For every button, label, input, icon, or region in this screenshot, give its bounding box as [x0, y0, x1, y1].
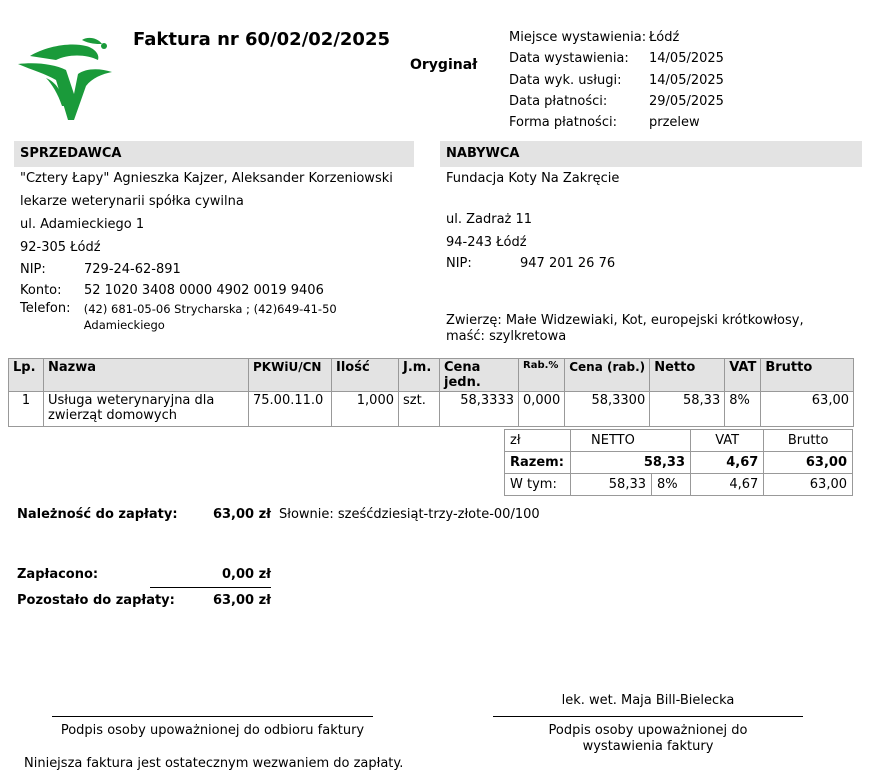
buyer-heading: NABYWCA — [440, 141, 862, 167]
issuer-signature-line — [493, 716, 803, 717]
amount-due-label: Należność do zapłaty: — [17, 507, 178, 522]
paid-label: Zapłacono: — [17, 567, 99, 582]
paid-underline — [150, 587, 271, 588]
original-label: Oryginał — [410, 57, 478, 73]
buyer-street: ul. Zadraż 11 — [446, 212, 533, 227]
table-row — [9, 392, 854, 427]
col-unit: J.m. — [399, 359, 440, 392]
summary-total-netto: 58,33 — [571, 452, 691, 474]
summary-total-label: Razem: — [505, 452, 571, 474]
seller-phone: Telefon: (42) 681-05-06 Strycharska ; (42)649-41-50 Adamieckiego — [20, 301, 337, 332]
summary-total-vat: 4,67 — [691, 452, 764, 474]
seller-account: Konto: 52 1020 3408 0000 4902 0019 9406 — [20, 283, 324, 298]
seller-name-2: lekarze weterynarii spółka cywilna — [20, 194, 244, 209]
receiver-signature-caption: Podpis osoby upoważnionej do odbioru faktury — [60, 723, 365, 738]
invoice-meta — [509, 27, 724, 133]
summary-incl-vat: 4,67 — [691, 474, 764, 496]
col-vat: VAT — [725, 359, 761, 392]
receiver-signature-line — [52, 716, 373, 717]
issuer-signature-caption: Podpis osoby upoważnionej do wystawienia faktury — [548, 723, 748, 754]
meta-row-place: Miejsce wystawienia: Łódź — [509, 30, 680, 45]
buyer-block — [446, 167, 846, 274]
buyer-nip: NIP: 947 201 26 76 — [446, 256, 616, 271]
remaining-value: 63,00 zł — [212, 593, 271, 608]
buyer-animal: Zwierzę: Małe Widzewiaki, Kot, europejski krótkowłosy, maść: szylkretowa — [446, 313, 804, 344]
company-logo-icon — [16, 34, 116, 122]
cell-discounted-price: 58,3300 — [565, 392, 650, 427]
invoice-title: Faktura nr 60/02/02/2025 — [133, 29, 390, 50]
paid-value: 0,00 zł — [222, 567, 271, 582]
summary-incl-label: W tym: — [505, 474, 571, 496]
seller-name: "Cztery Łapy" Agnieszka Kajzer, Aleksander Korzeniowski — [20, 171, 393, 186]
cell-brutto: 63,00 — [761, 392, 854, 427]
summary-total-brutto: 63,00 — [764, 452, 853, 474]
cell-netto: 58,33 — [650, 392, 725, 427]
summary-netto-header: NETTO — [571, 430, 691, 452]
meta-row-service-date: Data wyk. usługi: 14/05/2025 — [509, 72, 724, 88]
footer-note: Niniejsza faktura jest ostatecznym wezwaniem do zapłaty. — [24, 756, 404, 771]
remaining-label: Pozostało do zapłaty: — [17, 593, 175, 608]
cell-lp: 1 — [9, 392, 44, 427]
cell-pkwiu: 75.00.11.0 — [249, 392, 332, 427]
vat-summary-table — [504, 429, 853, 496]
col-discount: Rab.% — [519, 359, 565, 392]
col-name: Nazwa — [44, 359, 249, 392]
buyer-city: 94-243 Łódź — [446, 235, 527, 250]
col-lp: Lp. — [9, 359, 44, 392]
summary-incl-rate: 8% — [652, 474, 691, 496]
col-brutto: Brutto — [761, 359, 854, 392]
cell-unit-price: 58,3333 — [440, 392, 519, 427]
summary-vat-header: VAT — [691, 430, 764, 452]
seller-nip: NIP: 729-24-62-891 — [20, 262, 181, 277]
issuer-name: lek. wet. Maja Bill-Bielecka — [561, 693, 735, 708]
seller-city: 92-305 Łódź — [20, 240, 101, 255]
buyer-name: Fundacja Koty Na Zakręcie — [446, 171, 620, 186]
col-pkwiu: PKWiU/CN — [249, 359, 332, 392]
amount-due-value: 63,00 zł — [212, 507, 271, 522]
col-netto: Netto — [650, 359, 725, 392]
cell-vat: 8% — [725, 392, 761, 427]
cell-qty: 1,000 — [332, 392, 399, 427]
summary-header-row — [505, 430, 853, 452]
summary-total-row — [505, 452, 853, 474]
col-unit-price: Cena jedn. — [440, 359, 519, 392]
amount-in-words: Słownie: sześćdziesiąt-trzy-złote-00/100 — [279, 507, 540, 522]
cell-unit: szt. — [399, 392, 440, 427]
col-discounted-price: Cena (rab.) — [565, 359, 650, 392]
summary-incl-row — [505, 474, 853, 496]
meta-row-payment-method: Forma płatności: przelew — [509, 115, 700, 131]
items-header-row — [9, 359, 854, 392]
seller-street: ul. Adamieckiego 1 — [20, 217, 145, 232]
seller-block — [20, 167, 420, 333]
seller-heading: SPRZEDAWCA — [14, 141, 414, 167]
summary-incl-netto: 58,33 — [571, 474, 652, 496]
cell-discount: 0,000 — [519, 392, 565, 427]
summary-brutto-header: Brutto — [764, 430, 853, 452]
summary-currency: zł — [505, 430, 571, 452]
meta-row-issue-date: Data wystawienia: 14/05/2025 — [509, 51, 724, 67]
summary-incl-brutto: 63,00 — [764, 474, 853, 496]
items-table — [8, 358, 854, 427]
col-qty: Ilość — [332, 359, 399, 392]
cell-name: Usługa weterynaryjna dla zwierząt domowych — [44, 392, 249, 427]
meta-row-payment-date: Data płatności: 29/05/2025 — [509, 93, 724, 109]
